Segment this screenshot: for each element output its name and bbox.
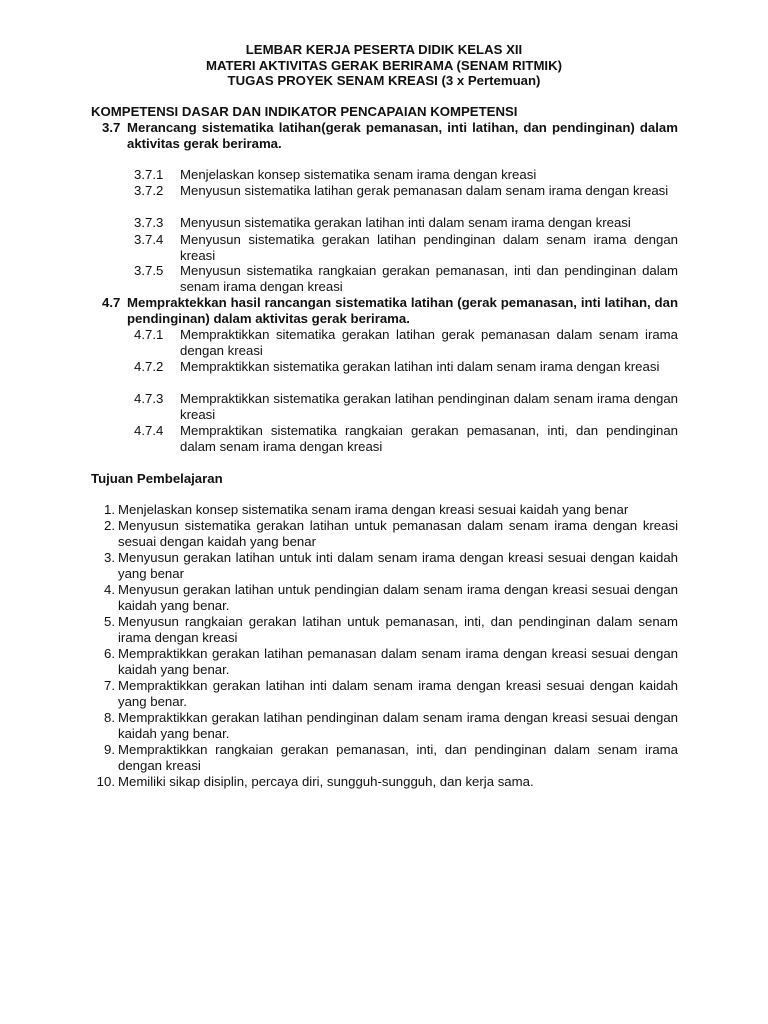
indicator-number: 3.7.3 (134, 215, 164, 230)
objective-text: Menyusun gerakan latihan untuk pendingian dalam senam irama dengan kreasi sesuai dengan kaidah yang benar. (118, 582, 678, 613)
objective-text: Mempraktikkan rangkaian gerakan pemanasan, inti, dan pendinginan dalam senam irama dengan kreasi (118, 742, 678, 773)
kd-number: 3.7 (102, 120, 121, 135)
objective-number: 3. (104, 550, 115, 565)
indicator-text: Menyusun sistematika gerakan latihan pendinginan dalam senam irama dengan kreasi (180, 232, 678, 263)
indicator-item (134, 167, 678, 183)
tujuan-heading: Tujuan Pembelajaran (91, 471, 223, 486)
indicator-number: 4.7.2 (134, 359, 164, 374)
indicator-text: Mempraktikkan sitematika gerakan latihan gerak pemanasan dalam senam irama dengan kreasi (180, 327, 678, 358)
objective-number: 10. (96, 774, 115, 789)
indicator-number: 4.7.3 (134, 391, 164, 406)
kd-item (92, 120, 678, 151)
objective-text: Mempraktikkan gerakan latihan pemanasan dalam senam irama dengan kreasi sesuai dengan kaidah yang benar. (118, 646, 678, 677)
indicator-text: Mempraktikkan sistematika gerakan latihan inti dalam senam irama dengan kreasi (180, 359, 660, 374)
objective-number: 8. (104, 710, 115, 725)
kd-text: Merancang sistematika latihan(gerak pemanasan, inti latihan, dan pendinginan) dalam aktivitas gerak berirama. (127, 120, 678, 151)
objective-item (91, 774, 678, 790)
indicator-item (134, 263, 678, 294)
indicator-item (134, 232, 678, 263)
objective-item (91, 710, 678, 741)
objective-item (91, 678, 678, 709)
objective-number: 7. (104, 678, 115, 693)
indicator-number: 4.7.4 (134, 423, 164, 438)
objective-item (91, 550, 678, 581)
objective-item (91, 614, 678, 645)
objective-number: 6. (104, 646, 115, 661)
objective-number: 1. (104, 502, 115, 517)
indicator-item (134, 423, 678, 454)
objective-item (91, 502, 678, 518)
objective-number: 2. (104, 518, 115, 533)
indicator-text: Menyusun sistematika latihan gerak pemanasan dalam senam irama dengan kreasi (180, 183, 669, 198)
objective-text: Memiliki sikap disiplin, percaya diri, sungguh-sungguh, dan kerja sama. (118, 774, 534, 789)
indicator-text: Menyusun sistematika rangkaian gerakan pemanasan, inti dan pendinginan dalam senam irama dengan kreasi (180, 263, 678, 294)
objective-text: Menjelaskan konsep sistematika senam irama dengan kreasi sesuai kaidah yang benar (118, 502, 629, 517)
objective-item (91, 518, 678, 549)
objective-item (91, 646, 678, 677)
indicator-text: Mempraktikan sistematika rangkaian gerakan pemasanan, inti, dan pendinginan dalam senam irama dengan kreasi (180, 423, 678, 454)
objective-number: 4. (104, 582, 115, 597)
indicator-item (134, 183, 678, 199)
objective-text: Menyusun rangkaian gerakan latihan untuk pemanasan, inti, dan pendinginan dalam senam irama dengan kreasi (118, 614, 678, 645)
title-line-3: TUGAS PROYEK SENAM KREASI (3 x Pertemuan) (227, 73, 541, 89)
objective-text: Mempraktikkan gerakan latihan inti dalam senam irama dengan kreasi sesuai dengan kaidah yang benar. (118, 678, 678, 709)
kd-text: Mempraktekkan hasil rancangan sistematika latihan (gerak pemanasan, inti latihan, dan pendinginan) dalam aktivitas gerak berirama. (127, 295, 678, 326)
indicator-number: 3.7.1 (134, 167, 164, 182)
indicator-number: 3.7.4 (134, 232, 164, 247)
objective-number: 5. (104, 614, 115, 629)
document-title (0, 42, 768, 89)
kd-item (92, 295, 678, 326)
title-line-2: MATERI AKTIVITAS GERAK BERIRAMA (SENAM RITMIK) (205, 57, 563, 73)
objective-text: Menyusun gerakan latihan untuk inti dalam senam irama dengan kreasi sesuai dengan kaidah yang benar (118, 550, 678, 581)
kompetensi-heading: KOMPETENSI DASAR DAN INDIKATOR PENCAPAIAN KOMPETENSI (91, 104, 518, 119)
indicator-text: Mempraktikkan sistematika gerakan latihan pendinginan dalam senam irama dengan kreasi (180, 391, 678, 422)
title-line-1: LEMBAR KERJA PESERTA DIDIK KELAS XII (245, 42, 523, 57)
indicator-item (134, 327, 678, 358)
objective-text: Menyusun sistematika gerakan latihan untuk pemanasan dalam senam irama dengan kreasi sesuai dengan kaidah yang benar (118, 518, 678, 549)
objective-number: 9. (104, 742, 115, 757)
objective-item (91, 582, 678, 613)
objective-item (91, 742, 678, 773)
indicator-number: 3.7.2 (134, 183, 164, 198)
indicator-text: Menjelaskan konsep sistematika senam irama dengan kreasi (180, 167, 537, 182)
indicator-number: 3.7.5 (134, 263, 164, 278)
kd-number: 4.7 (102, 295, 121, 310)
objective-text: Mempraktikkan gerakan latihan pendinginan dalam senam irama dengan kreasi sesuai dengan kaidah yang benar. (118, 710, 678, 741)
indicator-text: Menyusun sistematika gerakan latihan inti dalam senam irama dengan kreasi (180, 215, 631, 230)
indicator-item (134, 391, 678, 422)
indicator-item (134, 359, 678, 375)
indicator-number: 4.7.1 (134, 327, 164, 342)
indicator-item (134, 215, 678, 231)
